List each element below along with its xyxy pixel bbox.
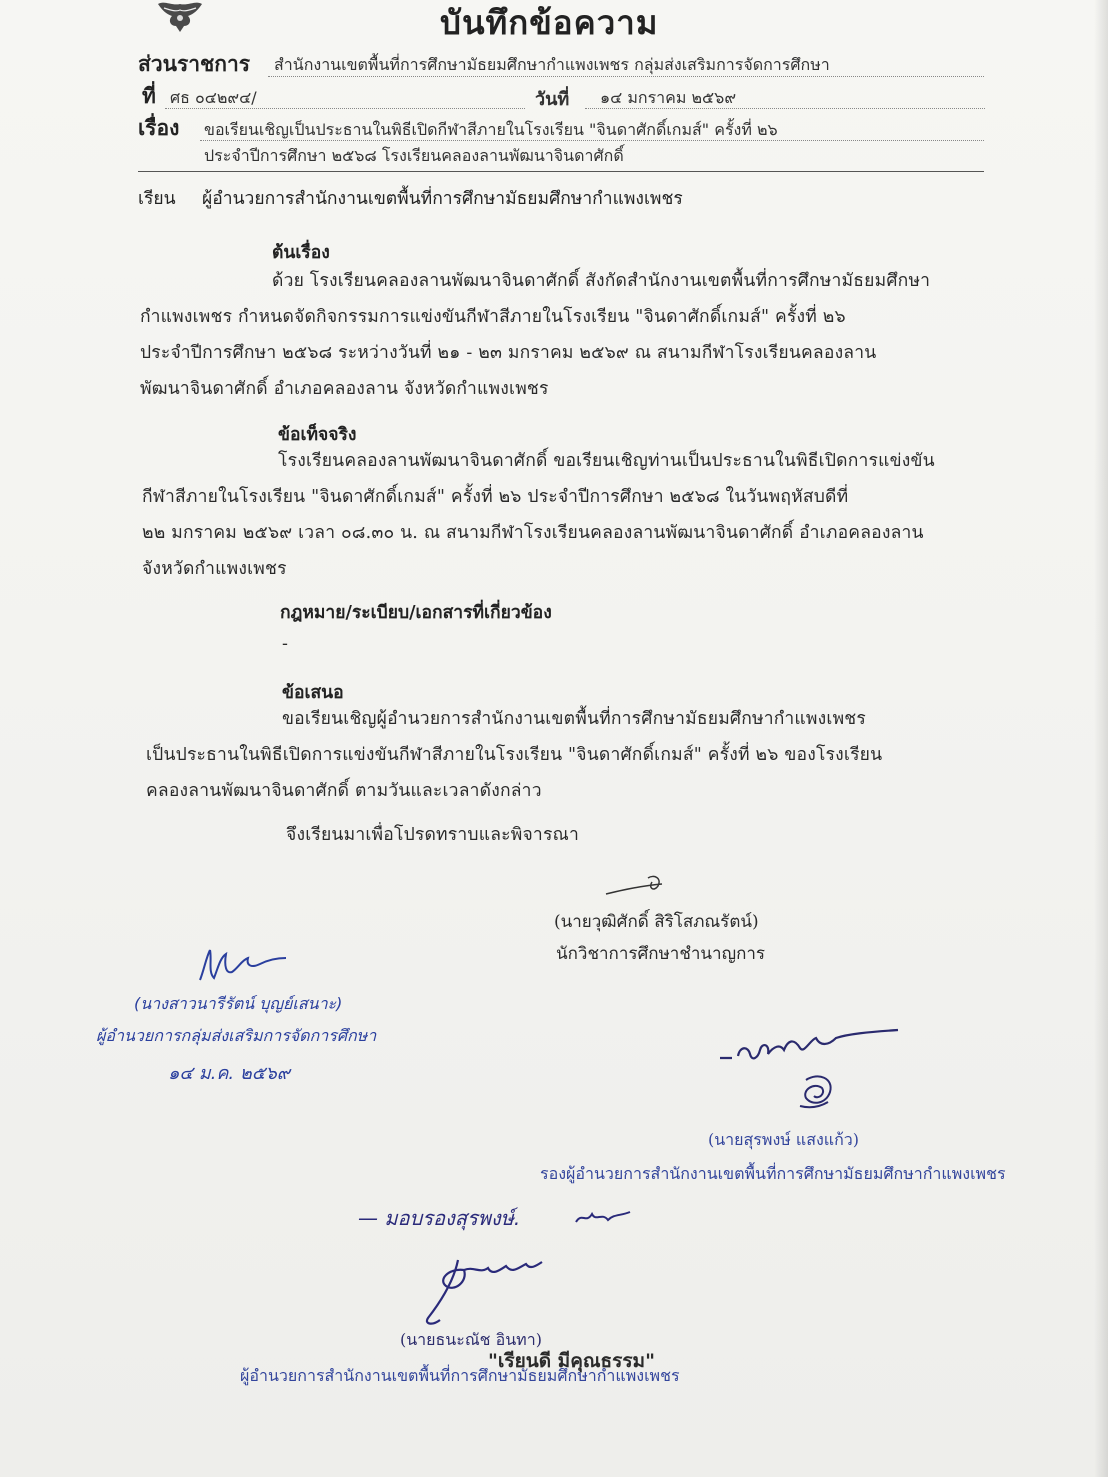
- director-note-initials: [574, 1206, 634, 1230]
- facts-line: โรงเรียนคลองลานพัฒนาจินดาศักดิ์ ขอเรียนเชิญท่านเป็นประธานในพิธีเปิดการแข่งขัน: [278, 451, 935, 471]
- deputy-position: รองผู้อำนวยการสำนักงานเขตพื้นที่การศึกษามัธยมศึกษากำแพงเพชร: [540, 1164, 1006, 1183]
- law-heading: กฎหมาย/ระเบียบ/เอกสารที่เกี่ยวข้อง: [280, 603, 552, 623]
- facts-line: กีฬาสีภายในโรงเรียน "จินดาศักดิ์เกมส์" ครั้งที่ ๒๖ ประจำปีการศึกษา ๒๕๖๘ ในวันพฤหัสบดีที่: [142, 487, 849, 507]
- proposal-line: ขอเรียนเชิญผู้อำนวยการสำนักงานเขตพื้นที่การศึกษามัธยมศึกษากำแพงเพชร: [282, 709, 866, 729]
- to-label: เรียน: [138, 189, 176, 209]
- group-head-date: ๑๔ ม.ค. ๒๕๖๙: [168, 1063, 290, 1084]
- ref-dotline: [165, 108, 525, 109]
- memo-motto: "เรียนดี มีคุณธรรม": [488, 1350, 655, 1372]
- officer-position: นักวิชาการศึกษาชำนาญการ: [556, 944, 766, 964]
- ref-label: ที่: [142, 84, 156, 108]
- officer-signature: [604, 872, 684, 902]
- memo-title: บันทึกข้อความ: [440, 3, 659, 42]
- header-divider: [138, 171, 984, 172]
- subject-line-2: ประจำปีการศึกษา ๒๕๖๘ โรงเรียนคลองลานพัฒนาจินดาศักดิ์: [204, 146, 624, 165]
- background-heading: ต้นเรื่อง: [272, 243, 330, 263]
- director-signature: [418, 1240, 568, 1330]
- group-head-position: ผู้อำนวยการกลุ่มส่งเสริมการจัดการศึกษา: [96, 1026, 377, 1045]
- date-dotline: [585, 108, 985, 109]
- facts-line: ๒๒ มกราคม ๒๕๖๙ เวลา ๐๘.๓๐ น. ณ สนามกีฬาโรงเรียนคลองลานพัฒนาจินดาศักดิ์ อำเภอคลองลาน: [142, 523, 924, 543]
- law-value: -: [282, 634, 289, 654]
- subject-label: เรื่อง: [138, 116, 180, 140]
- agency-value: สำนักงานเขตพื้นที่การศึกษามัธยมศึกษากำแพงเพชร กลุ่มส่งเสริมการจัดการศึกษา: [274, 55, 830, 74]
- background-line: กำแพงเพชร กำหนดจัดกิจกรรมการแข่งขันกีฬาสีภายในโรงเรียน "จินดาศักดิ์เกมส์" ครั้งที่ ๒๖: [140, 307, 846, 327]
- group-head-signature: [196, 944, 296, 988]
- director-name: (นายธนะณัช อินทา): [400, 1330, 542, 1349]
- agency-dotline: [268, 76, 984, 77]
- deputy-handwritten-note: [718, 1016, 908, 1126]
- officer-name: (นายวุฒิศักดิ์ สิริโสภณรัตน์): [554, 912, 759, 932]
- proposal-line: คลองลานพัฒนาจินดาศักดิ์ ตามวันและเวลาดังกล่าว: [146, 781, 542, 801]
- closing-text: จึงเรียนมาเพื่อโปรดทราบและพิจารณา: [286, 825, 580, 845]
- page-edge-shadow: [1094, 0, 1108, 1477]
- to-value: ผู้อำนวยการสำนักงานเขตพื้นที่การศึกษามัธยมศึกษากำแพงเพชร: [202, 189, 683, 209]
- group-head-name: (นางสาวนารีรัตน์ บุญย์เสนาะ): [134, 994, 343, 1013]
- deputy-name: (นายสุรพงษ์ แสงแก้ว): [708, 1130, 860, 1149]
- background-line: พัฒนาจินดาศักดิ์ อำเภอคลองลาน จังหวัดกำแพงเพชร: [140, 379, 549, 399]
- director-position: ผู้อำนวยการสำนักงานเขตพื้นที่การศึกษามัธยมศึกษากำแพงเพชร: [240, 1366, 680, 1385]
- background-line: ประจำปีการศึกษา ๒๕๖๘ ระหว่างวันที่ ๒๑ - ๒๓ มกราคม ๒๕๖๙ ณ สนามกีฬาโรงเรียนคลองลาน: [140, 343, 877, 363]
- garuda-emblem-icon: [150, 0, 210, 34]
- proposal-heading: ข้อเสนอ: [282, 683, 344, 703]
- subject-dotline-1: [200, 140, 984, 141]
- background-line: ด้วย โรงเรียนคลองลานพัฒนาจินดาศักดิ์ สังกัดสำนักงานเขตพื้นที่การศึกษามัธยมศึกษา: [272, 271, 931, 291]
- proposal-line: เป็นประธานในพิธีเปิดการแข่งขันกีฬาสีภายในโรงเรียน "จินดาศักดิ์เกมส์" ครั้งที่ ๒๖ ของโรงเรียน: [146, 745, 883, 765]
- subject-line-1: ขอเรียนเชิญเป็นประธานในพิธีเปิดกีฬาสีภายในโรงเรียน "จินดาศักดิ์เกมส์" ครั้งที่ ๒๖: [204, 120, 778, 139]
- date-value: ๑๔ มกราคม ๒๕๖๙: [600, 88, 737, 107]
- agency-label: ส่วนราชการ: [138, 52, 251, 76]
- ref-value: ศธ ๐๔๒๙๔/: [170, 88, 257, 107]
- director-handwritten-note: — มอบรองสุรพงษ์.: [358, 1206, 521, 1230]
- date-label: วันที่: [535, 89, 570, 110]
- facts-line: จังหวัดกำแพงเพชร: [142, 559, 287, 579]
- facts-heading: ข้อเท็จจริง: [278, 425, 357, 445]
